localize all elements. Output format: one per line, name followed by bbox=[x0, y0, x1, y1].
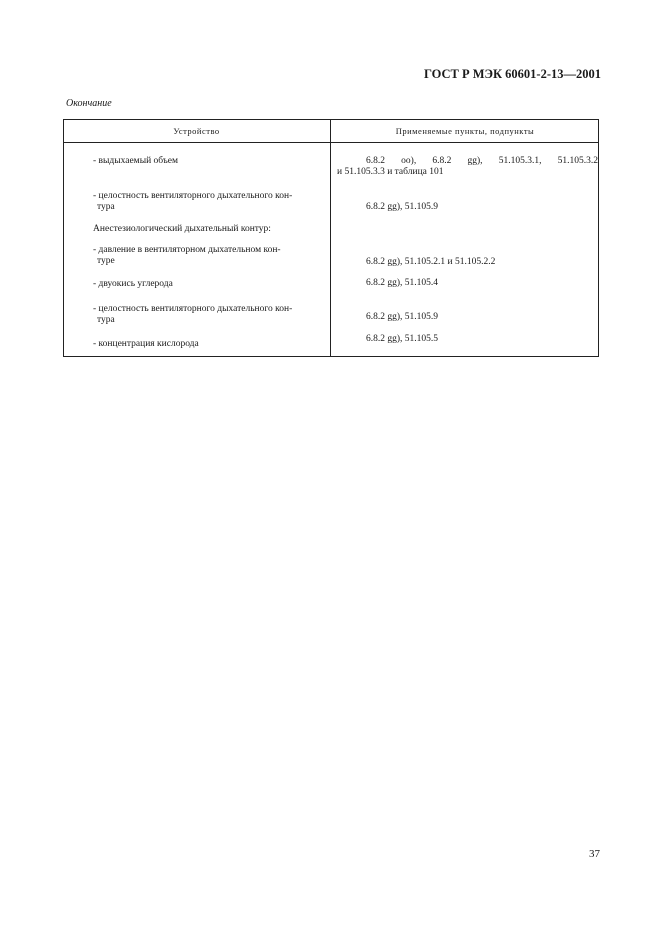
clauses-table bbox=[63, 119, 599, 357]
table-row-device bbox=[93, 156, 328, 167]
column-header-device: Устройство bbox=[173, 126, 220, 136]
cell-text: и 51.105.3.3 и таблица 101 bbox=[337, 167, 444, 177]
cell-text: 6.8.2 gg), 51.105.9 bbox=[366, 202, 439, 212]
table-row-clauses bbox=[366, 312, 598, 323]
table-row-device bbox=[93, 224, 328, 235]
cell-text: - двуокись углерода bbox=[93, 279, 173, 289]
cell-text: 6.8.2 gg), 51.105.2.1 и 51.105.2.2 bbox=[366, 257, 496, 267]
table-row-clauses bbox=[337, 156, 598, 178]
table-row-device bbox=[93, 304, 328, 326]
cell-text: тура bbox=[97, 202, 115, 212]
cell-text: 6.8.2 gg), 51.105.9 bbox=[366, 312, 439, 322]
table-row-device bbox=[93, 191, 328, 213]
continuation-label: Окончание bbox=[66, 98, 112, 109]
cell-text: туре bbox=[97, 256, 115, 266]
table-column-divider bbox=[330, 120, 331, 356]
table-header-divider bbox=[63, 142, 599, 143]
cell-text: тура bbox=[97, 315, 115, 325]
table-border-right bbox=[598, 120, 599, 356]
cell-text: - выдыхаемый объем bbox=[93, 156, 179, 166]
table-row-clauses bbox=[366, 202, 598, 213]
table-row-device bbox=[93, 279, 328, 290]
page-number: 37 bbox=[589, 848, 600, 860]
table-row-device bbox=[93, 339, 328, 350]
cell-text: 6.8.2 оо), 6.8.2 gg), 51.105.3.1, 51.105.3.2 bbox=[366, 156, 598, 166]
cell-text: Анестезиологический дыхательный контур: bbox=[93, 224, 271, 234]
cell-text: - целостность вентиляторного дыхательного кон- bbox=[93, 191, 293, 201]
table-row-clauses bbox=[366, 257, 598, 268]
cell-text: - давление в вентиляторном дыхательном кон- bbox=[93, 245, 281, 255]
cell-text: 6.8.2 gg), 51.105.4 bbox=[366, 278, 439, 288]
table-row-clauses bbox=[366, 278, 598, 289]
table-row-clauses bbox=[366, 334, 598, 345]
cell-text: 6.8.2 gg), 51.105.5 bbox=[366, 334, 439, 344]
cell-text: - концентрация кислорода bbox=[93, 339, 199, 349]
table-border-left bbox=[63, 120, 64, 356]
column-header-clauses: Применяемые пункты, подпункты bbox=[395, 126, 535, 136]
document-header: ГОСТ Р МЭК 60601-2-13—2001 bbox=[423, 67, 601, 81]
cell-text: - целостность вентиляторного дыхательного кон- bbox=[93, 304, 293, 314]
table-row-device bbox=[93, 245, 328, 267]
